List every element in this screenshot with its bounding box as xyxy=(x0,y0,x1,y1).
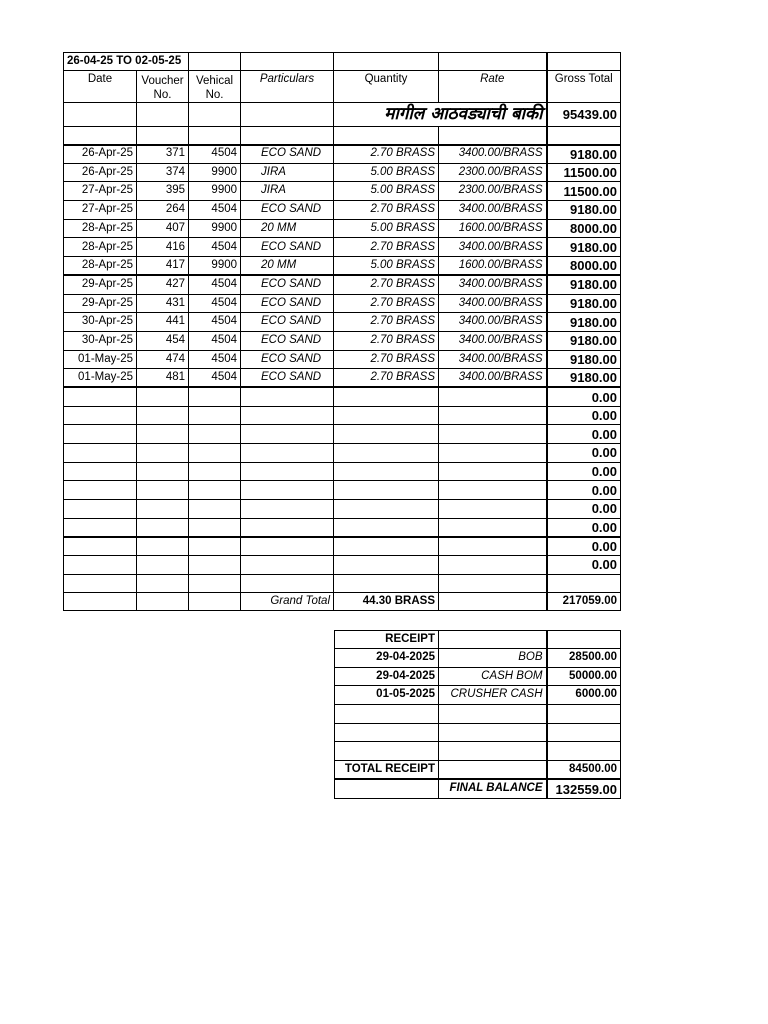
table-row xyxy=(64,182,621,201)
row-quantity: 5.00 BRASS xyxy=(334,219,439,238)
table-row xyxy=(64,219,621,238)
row-gross: 9180.00 xyxy=(547,275,621,294)
row-date: 29-Apr-25 xyxy=(64,275,137,294)
row-vehicle: 4504 xyxy=(189,275,241,294)
period-label: 26-04-25 TO 02-05-25 xyxy=(64,53,189,71)
header-particulars: Particulars xyxy=(241,71,334,103)
row-quantity: 5.00 BRASS xyxy=(334,163,439,182)
table-row xyxy=(64,369,621,388)
table-row xyxy=(64,238,621,257)
previous-balance-row xyxy=(64,103,621,127)
receipt-amount: 50000.00 xyxy=(547,667,621,686)
row-gross: 9180.00 xyxy=(547,313,621,332)
table-row xyxy=(64,331,621,350)
row-voucher: 395 xyxy=(137,182,189,201)
empty-gross: 0.00 xyxy=(547,444,621,463)
row-rate: 3400.00/BRASS xyxy=(439,238,547,257)
header-quantity: Quantity xyxy=(334,71,439,103)
row-particulars: 20 MM xyxy=(241,257,334,276)
row-voucher: 416 xyxy=(137,238,189,257)
empty-row xyxy=(64,518,621,537)
row-voucher: 431 xyxy=(137,294,189,313)
empty-gross: 0.00 xyxy=(547,387,621,406)
receipt-empty-row xyxy=(335,705,621,724)
receipt-desc: CRUSHER CASH xyxy=(439,686,547,705)
row-voucher: 441 xyxy=(137,313,189,332)
final-balance-row xyxy=(335,779,621,798)
row-gross: 11500.00 xyxy=(547,163,621,182)
row-date: 01-May-25 xyxy=(64,350,137,369)
receipt-title: RECEIPT xyxy=(335,631,439,649)
row-date: 28-Apr-25 xyxy=(64,257,137,276)
row-date: 29-Apr-25 xyxy=(64,294,137,313)
empty-gross: 0.00 xyxy=(547,537,621,556)
grand-total-quantity: 44.30 BRASS xyxy=(334,592,439,610)
header-rate: Rate xyxy=(439,71,547,103)
header-date: Date xyxy=(64,71,137,103)
empty-gross: 0.00 xyxy=(547,406,621,425)
receipt-date: 29-04-2025 xyxy=(335,649,439,668)
empty-gross: 0.00 xyxy=(547,518,621,537)
receipt-row xyxy=(335,649,621,668)
row-particulars: JIRA xyxy=(241,182,334,201)
row-rate: 3400.00/BRASS xyxy=(439,294,547,313)
empty-gross: 0.00 xyxy=(547,556,621,575)
row-vehicle: 4504 xyxy=(189,238,241,257)
row-gross: 8000.00 xyxy=(547,219,621,238)
table-row xyxy=(64,257,621,276)
row-voucher: 474 xyxy=(137,350,189,369)
row-gross: 9180.00 xyxy=(547,331,621,350)
blank-row xyxy=(64,574,621,592)
row-vehicle: 9900 xyxy=(189,219,241,238)
empty-row xyxy=(64,462,621,481)
row-vehicle: 4504 xyxy=(189,201,241,220)
row-rate: 3400.00/BRASS xyxy=(439,145,547,164)
final-balance-value: 132559.00 xyxy=(547,779,621,798)
row-quantity: 2.70 BRASS xyxy=(334,201,439,220)
receipt-empty-row xyxy=(335,742,621,761)
row-voucher: 417 xyxy=(137,257,189,276)
receipt-table xyxy=(334,630,621,799)
row-date: 28-Apr-25 xyxy=(64,238,137,257)
row-gross: 9180.00 xyxy=(547,238,621,257)
row-particulars: 20 MM xyxy=(241,219,334,238)
row-voucher: 407 xyxy=(137,219,189,238)
row-rate: 2300.00/BRASS xyxy=(439,163,547,182)
table-row xyxy=(64,350,621,369)
row-quantity: 2.70 BRASS xyxy=(334,350,439,369)
empty-gross: 0.00 xyxy=(547,425,621,444)
row-date: 27-Apr-25 xyxy=(64,182,137,201)
total-receipt-value: 84500.00 xyxy=(547,761,621,780)
row-rate: 3400.00/BRASS xyxy=(439,350,547,369)
empty-row xyxy=(64,444,621,463)
row-voucher: 427 xyxy=(137,275,189,294)
row-particulars: ECO SAND xyxy=(241,369,334,388)
row-rate: 3400.00/BRASS xyxy=(439,369,547,388)
table-row xyxy=(64,201,621,220)
empty-row xyxy=(64,406,621,425)
row-quantity: 2.70 BRASS xyxy=(334,145,439,164)
row-gross: 9180.00 xyxy=(547,201,621,220)
header-gross-total: Gross Total xyxy=(547,71,621,103)
row-voucher: 264 xyxy=(137,201,189,220)
row-vehicle: 9900 xyxy=(189,182,241,201)
table-row xyxy=(64,313,621,332)
ledger-table xyxy=(63,52,621,611)
receipt-header-row xyxy=(335,631,621,649)
row-date: 28-Apr-25 xyxy=(64,219,137,238)
row-rate: 3400.00/BRASS xyxy=(439,201,547,220)
row-date: 30-Apr-25 xyxy=(64,313,137,332)
row-date: 26-Apr-25 xyxy=(64,145,137,164)
row-vehicle: 4504 xyxy=(189,331,241,350)
table-row xyxy=(64,163,621,182)
row-particulars: ECO SAND xyxy=(241,238,334,257)
row-quantity: 5.00 BRASS xyxy=(334,257,439,276)
table-row xyxy=(64,145,621,164)
row-quantity: 2.70 BRASS xyxy=(334,238,439,257)
row-voucher: 481 xyxy=(137,369,189,388)
receipt-row xyxy=(335,667,621,686)
row-vehicle: 9900 xyxy=(189,257,241,276)
receipt-desc: BOB xyxy=(439,649,547,668)
empty-gross: 0.00 xyxy=(547,500,621,519)
row-particulars: JIRA xyxy=(241,163,334,182)
grand-total-row xyxy=(64,592,621,610)
row-quantity: 5.00 BRASS xyxy=(334,182,439,201)
row-particulars: ECO SAND xyxy=(241,294,334,313)
period-row xyxy=(64,53,621,71)
row-particulars: ECO SAND xyxy=(241,275,334,294)
row-date: 27-Apr-25 xyxy=(64,201,137,220)
empty-row xyxy=(64,537,621,556)
previous-balance-value: 95439.00 xyxy=(547,103,621,127)
row-voucher: 371 xyxy=(137,145,189,164)
row-rate: 3400.00/BRASS xyxy=(439,313,547,332)
row-quantity: 2.70 BRASS xyxy=(334,369,439,388)
row-date: 30-Apr-25 xyxy=(64,331,137,350)
empty-row xyxy=(64,500,621,519)
row-particulars: ECO SAND xyxy=(241,331,334,350)
row-voucher: 374 xyxy=(137,163,189,182)
header-vehicle: Vehical No. xyxy=(189,71,241,103)
receipt-empty-row xyxy=(335,723,621,742)
row-vehicle: 4504 xyxy=(189,369,241,388)
row-particulars: ECO SAND xyxy=(241,313,334,332)
row-rate: 2300.00/BRASS xyxy=(439,182,547,201)
row-gross: 9180.00 xyxy=(547,294,621,313)
spacer-row xyxy=(64,127,621,145)
row-gross: 9180.00 xyxy=(547,350,621,369)
grand-total-value: 217059.00 xyxy=(547,592,621,610)
row-quantity: 2.70 BRASS xyxy=(334,331,439,350)
row-rate: 3400.00/BRASS xyxy=(439,331,547,350)
table-row xyxy=(64,275,621,294)
receipt-amount: 28500.00 xyxy=(547,649,621,668)
row-particulars: ECO SAND xyxy=(241,201,334,220)
row-vehicle: 4504 xyxy=(189,145,241,164)
empty-row xyxy=(64,387,621,406)
grand-total-label: Grand Total xyxy=(241,592,334,610)
header-voucher: Voucher No. xyxy=(137,71,189,103)
row-gross: 9180.00 xyxy=(547,145,621,164)
total-receipt-label: TOTAL RECEIPT xyxy=(335,761,439,780)
empty-gross: 0.00 xyxy=(547,462,621,481)
row-vehicle: 4504 xyxy=(189,350,241,369)
receipt-date: 29-04-2025 xyxy=(335,667,439,686)
final-balance-label: FINAL BALANCE xyxy=(439,779,547,798)
row-voucher: 454 xyxy=(137,331,189,350)
row-quantity: 2.70 BRASS xyxy=(334,275,439,294)
row-date: 01-May-25 xyxy=(64,369,137,388)
receipt-date: 01-05-2025 xyxy=(335,686,439,705)
header-row xyxy=(64,71,621,103)
row-particulars: ECO SAND xyxy=(241,145,334,164)
empty-row xyxy=(64,425,621,444)
row-rate: 3400.00/BRASS xyxy=(439,275,547,294)
row-vehicle: 4504 xyxy=(189,294,241,313)
row-date: 26-Apr-25 xyxy=(64,163,137,182)
empty-gross: 0.00 xyxy=(547,481,621,500)
row-quantity: 2.70 BRASS xyxy=(334,294,439,313)
empty-row xyxy=(64,556,621,575)
row-rate: 1600.00/BRASS xyxy=(439,219,547,238)
receipt-row xyxy=(335,686,621,705)
receipt-amount: 6000.00 xyxy=(547,686,621,705)
row-rate: 1600.00/BRASS xyxy=(439,257,547,276)
previous-balance-label: मागील आठवड्याची बाकी xyxy=(334,103,547,127)
row-gross: 9180.00 xyxy=(547,369,621,388)
receipt-desc: CASH BOM xyxy=(439,667,547,686)
empty-row xyxy=(64,481,621,500)
row-vehicle: 9900 xyxy=(189,163,241,182)
row-gross: 8000.00 xyxy=(547,257,621,276)
table-row xyxy=(64,294,621,313)
row-particulars: ECO SAND xyxy=(241,350,334,369)
row-vehicle: 4504 xyxy=(189,313,241,332)
row-gross: 11500.00 xyxy=(547,182,621,201)
row-quantity: 2.70 BRASS xyxy=(334,313,439,332)
total-receipt-row xyxy=(335,761,621,780)
